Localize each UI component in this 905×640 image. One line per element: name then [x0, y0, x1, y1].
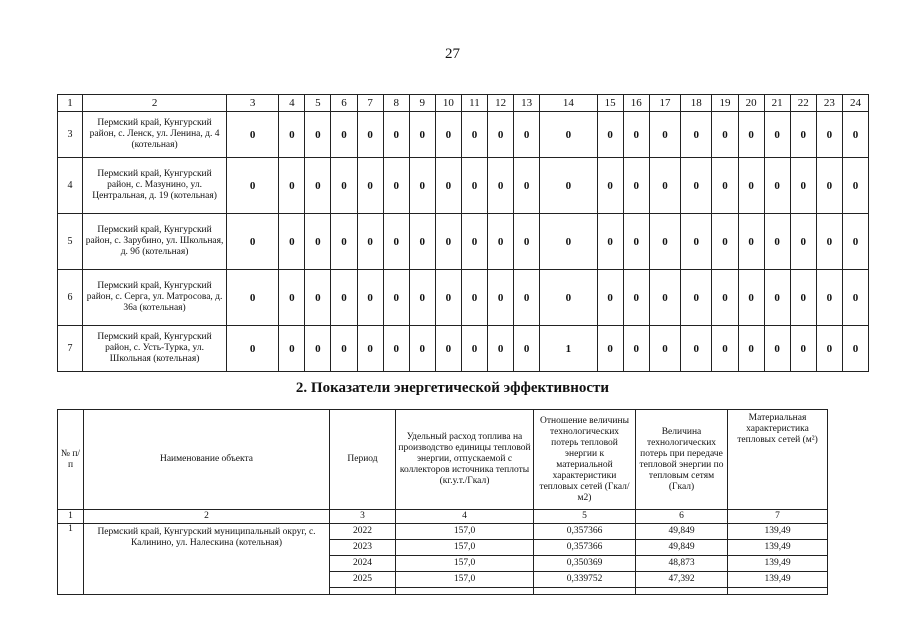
value-cell: 0	[790, 214, 816, 270]
period-cell: 2025	[330, 572, 396, 588]
empty-cell	[396, 588, 534, 595]
column-index: 10	[435, 95, 461, 112]
value-cell: 0	[649, 158, 680, 214]
value-cell: 0	[461, 214, 487, 270]
row-number: 1	[58, 524, 84, 595]
object-name: Пермский край, Кунгурский район, с. Серга, ул. Матросова, д. 36а (котельная)	[83, 270, 227, 326]
column-index: 1	[58, 95, 83, 112]
value-cell: 0	[790, 158, 816, 214]
value-cell: 0	[764, 158, 790, 214]
object-name: Пермский край, Кунгурский район, с. Мазунино, ул. Центральная, д. 19 (котельная)	[83, 158, 227, 214]
value-cell: 0	[461, 270, 487, 326]
value-cell: 0	[764, 112, 790, 158]
value-cell: 0	[279, 270, 305, 326]
column-index: 17	[649, 95, 680, 112]
empty-cell	[636, 588, 728, 595]
value-cell: 0	[681, 326, 712, 372]
value-cell: 0	[712, 326, 738, 372]
column-index: 5	[534, 510, 636, 524]
column-index: 16	[623, 95, 649, 112]
value-cell: 0	[738, 270, 764, 326]
row-number: 3	[58, 112, 83, 158]
value-cell: 0	[435, 158, 461, 214]
value-cell: 0	[597, 214, 623, 270]
period-cell: 2024	[330, 556, 396, 572]
value-cell: 0	[279, 158, 305, 214]
column-index: 6	[636, 510, 728, 524]
value-cell: 0	[842, 270, 868, 326]
losses-cell: 47,392	[636, 572, 728, 588]
value-cell: 0	[383, 158, 409, 214]
row-number: 6	[58, 270, 83, 326]
value-cell: 0	[816, 158, 842, 214]
value-cell: 0	[488, 112, 514, 158]
value-cell: 0	[764, 214, 790, 270]
value-cell: 0	[305, 158, 331, 214]
column-index: 3	[227, 95, 279, 112]
value-cell: 0	[383, 112, 409, 158]
table-row	[58, 326, 869, 372]
value-cell: 0	[227, 270, 279, 326]
value-cell: 0	[305, 214, 331, 270]
value-cell: 0	[435, 270, 461, 326]
empty-cell	[728, 588, 828, 595]
value-cell: 1	[540, 326, 597, 372]
value-cell: 0	[383, 326, 409, 372]
boiler-table	[57, 94, 869, 372]
value-cell: 0	[435, 214, 461, 270]
header-fuel: Удельный расход топлива на производство единицы тепловой энергии, отпускаемой с коллекторов источника теплоты (кг.у.т./Гкал)	[396, 410, 534, 510]
value-cell: 0	[514, 214, 540, 270]
column-index: 4	[279, 95, 305, 112]
value-cell: 0	[227, 326, 279, 372]
value-cell: 0	[681, 270, 712, 326]
column-index: 7	[728, 510, 828, 524]
value-cell: 0	[738, 112, 764, 158]
value-cell: 0	[331, 270, 357, 326]
value-cell: 0	[331, 158, 357, 214]
value-cell: 0	[540, 214, 597, 270]
column-index: 19	[712, 95, 738, 112]
value-cell: 0	[623, 112, 649, 158]
object-name: Пермский край, Кунгурский район, с. Зарубино, ул. Школьная, д. 9б (котельная)	[83, 214, 227, 270]
empty-cell	[534, 588, 636, 595]
value-cell: 0	[279, 214, 305, 270]
value-cell: 0	[514, 326, 540, 372]
value-cell: 0	[409, 270, 435, 326]
ratio-cell: 0,350369	[534, 556, 636, 572]
value-cell: 0	[842, 326, 868, 372]
table-row	[58, 270, 869, 326]
value-cell: 0	[597, 270, 623, 326]
energy-efficiency-table	[57, 409, 828, 595]
value-cell: 0	[331, 214, 357, 270]
value-cell: 0	[357, 214, 383, 270]
header-ratio: Отношение величины технологических потерь тепловой энергии к материальной характеристики тепловых сетей (Гкал/м2)	[534, 410, 636, 510]
value-cell: 0	[623, 326, 649, 372]
value-cell: 0	[383, 214, 409, 270]
value-cell: 0	[816, 326, 842, 372]
column-index: 20	[738, 95, 764, 112]
losses-cell: 49,849	[636, 540, 728, 556]
value-cell: 0	[816, 112, 842, 158]
value-cell: 0	[816, 214, 842, 270]
value-cell: 0	[305, 270, 331, 326]
value-cell: 0	[461, 112, 487, 158]
value-cell: 0	[331, 326, 357, 372]
value-cell: 0	[514, 112, 540, 158]
value-cell: 0	[461, 326, 487, 372]
value-cell: 0	[305, 326, 331, 372]
value-cell: 0	[383, 270, 409, 326]
value-cell: 0	[623, 214, 649, 270]
material-cell: 139,49	[728, 540, 828, 556]
value-cell: 0	[790, 112, 816, 158]
value-cell: 0	[764, 270, 790, 326]
value-cell: 0	[712, 158, 738, 214]
column-index: 3	[330, 510, 396, 524]
period-cell: 2023	[330, 540, 396, 556]
column-index: 4	[396, 510, 534, 524]
value-cell: 0	[279, 112, 305, 158]
value-cell: 0	[409, 214, 435, 270]
value-cell: 0	[540, 158, 597, 214]
column-index: 7	[357, 95, 383, 112]
losses-cell: 48,873	[636, 556, 728, 572]
column-index: 2	[84, 510, 330, 524]
value-cell: 0	[488, 326, 514, 372]
value-cell: 0	[409, 326, 435, 372]
value-cell: 0	[681, 112, 712, 158]
value-cell: 0	[738, 158, 764, 214]
value-cell: 0	[649, 214, 680, 270]
section-title: 2. Показатели энергетической эффективности	[295, 380, 610, 396]
fuel-cell: 157,0	[396, 540, 534, 556]
fuel-cell: 157,0	[396, 556, 534, 572]
fuel-cell: 157,0	[396, 572, 534, 588]
value-cell: 0	[540, 270, 597, 326]
value-cell: 0	[597, 112, 623, 158]
empty-cell	[330, 588, 396, 595]
value-cell: 0	[842, 214, 868, 270]
column-index: 15	[597, 95, 623, 112]
value-cell: 0	[514, 270, 540, 326]
value-cell: 0	[842, 112, 868, 158]
value-cell: 0	[816, 270, 842, 326]
column-index: 24	[842, 95, 868, 112]
value-cell: 0	[357, 158, 383, 214]
value-cell: 0	[227, 158, 279, 214]
value-cell: 0	[790, 326, 816, 372]
value-cell: 0	[712, 214, 738, 270]
column-index: 14	[540, 95, 597, 112]
ratio-cell: 0,357366	[534, 524, 636, 540]
column-index: 2	[83, 95, 227, 112]
column-index: 11	[461, 95, 487, 112]
object-name: Пермский край, Кунгурский район, с. Усть-Турка, ул. Школьная (котельная)	[83, 326, 227, 372]
value-cell: 0	[514, 158, 540, 214]
column-index: 12	[488, 95, 514, 112]
ratio-cell: 0,357366	[534, 540, 636, 556]
value-cell: 0	[461, 158, 487, 214]
value-cell: 0	[435, 326, 461, 372]
value-cell: 0	[331, 112, 357, 158]
value-cell: 0	[227, 112, 279, 158]
value-cell: 0	[790, 270, 816, 326]
fuel-cell: 157,0	[396, 524, 534, 540]
table-row	[58, 524, 828, 540]
value-cell: 0	[357, 270, 383, 326]
value-cell: 0	[623, 158, 649, 214]
value-cell: 0	[649, 326, 680, 372]
value-cell: 0	[597, 158, 623, 214]
value-cell: 0	[409, 112, 435, 158]
value-cell: 0	[712, 270, 738, 326]
value-cell: 0	[357, 112, 383, 158]
losses-cell: 49,849	[636, 524, 728, 540]
value-cell: 0	[712, 112, 738, 158]
table-row	[58, 112, 869, 158]
table-row	[58, 158, 869, 214]
column-index: 9	[409, 95, 435, 112]
column-index: 8	[383, 95, 409, 112]
value-cell: 0	[488, 214, 514, 270]
value-cell: 0	[649, 112, 680, 158]
row-number: 4	[58, 158, 83, 214]
column-index: 22	[790, 95, 816, 112]
header-material: Материальная характеристика тепловых сетей (м²)	[728, 410, 828, 510]
header-num: № п/п	[58, 410, 84, 510]
value-cell: 0	[305, 112, 331, 158]
value-cell: 0	[649, 270, 680, 326]
column-index: 18	[681, 95, 712, 112]
material-cell: 139,49	[728, 524, 828, 540]
object-name: Пермский край, Кунгурский муниципальный округ, с. Калинино, ул. Налескина (котельная)	[84, 524, 330, 595]
row-number: 7	[58, 326, 83, 372]
value-cell: 0	[597, 326, 623, 372]
material-cell: 139,49	[728, 572, 828, 588]
value-cell: 0	[738, 326, 764, 372]
value-cell: 0	[738, 214, 764, 270]
row-number: 5	[58, 214, 83, 270]
column-index: 1	[58, 510, 84, 524]
value-cell: 0	[488, 158, 514, 214]
material-cell: 139,49	[728, 556, 828, 572]
object-name: Пермский край, Кунгурский район, с. Ленск, ул. Ленина, д. 4 (котельная)	[83, 112, 227, 158]
column-index: 23	[816, 95, 842, 112]
header-period: Период	[330, 410, 396, 510]
header-object: Наименование объекта	[84, 410, 330, 510]
value-cell: 0	[764, 326, 790, 372]
table-row	[58, 214, 869, 270]
value-cell: 0	[357, 326, 383, 372]
value-cell: 0	[681, 158, 712, 214]
column-index-row	[58, 510, 828, 524]
value-cell: 0	[435, 112, 461, 158]
value-cell: 0	[681, 214, 712, 270]
value-cell: 0	[227, 214, 279, 270]
value-cell: 0	[623, 270, 649, 326]
column-index: 21	[764, 95, 790, 112]
page-number: 27	[445, 46, 460, 62]
value-cell: 0	[842, 158, 868, 214]
value-cell: 0	[488, 270, 514, 326]
column-index-row	[58, 95, 869, 112]
column-index: 5	[305, 95, 331, 112]
value-cell: 0	[279, 326, 305, 372]
value-cell: 0	[409, 158, 435, 214]
column-index: 13	[514, 95, 540, 112]
value-cell: 0	[540, 112, 597, 158]
column-index: 6	[331, 95, 357, 112]
header-losses: Величина технологических потерь при передаче тепловой энергии по тепловым сетям (Гкал)	[636, 410, 728, 510]
ratio-cell: 0,339752	[534, 572, 636, 588]
period-cell: 2022	[330, 524, 396, 540]
